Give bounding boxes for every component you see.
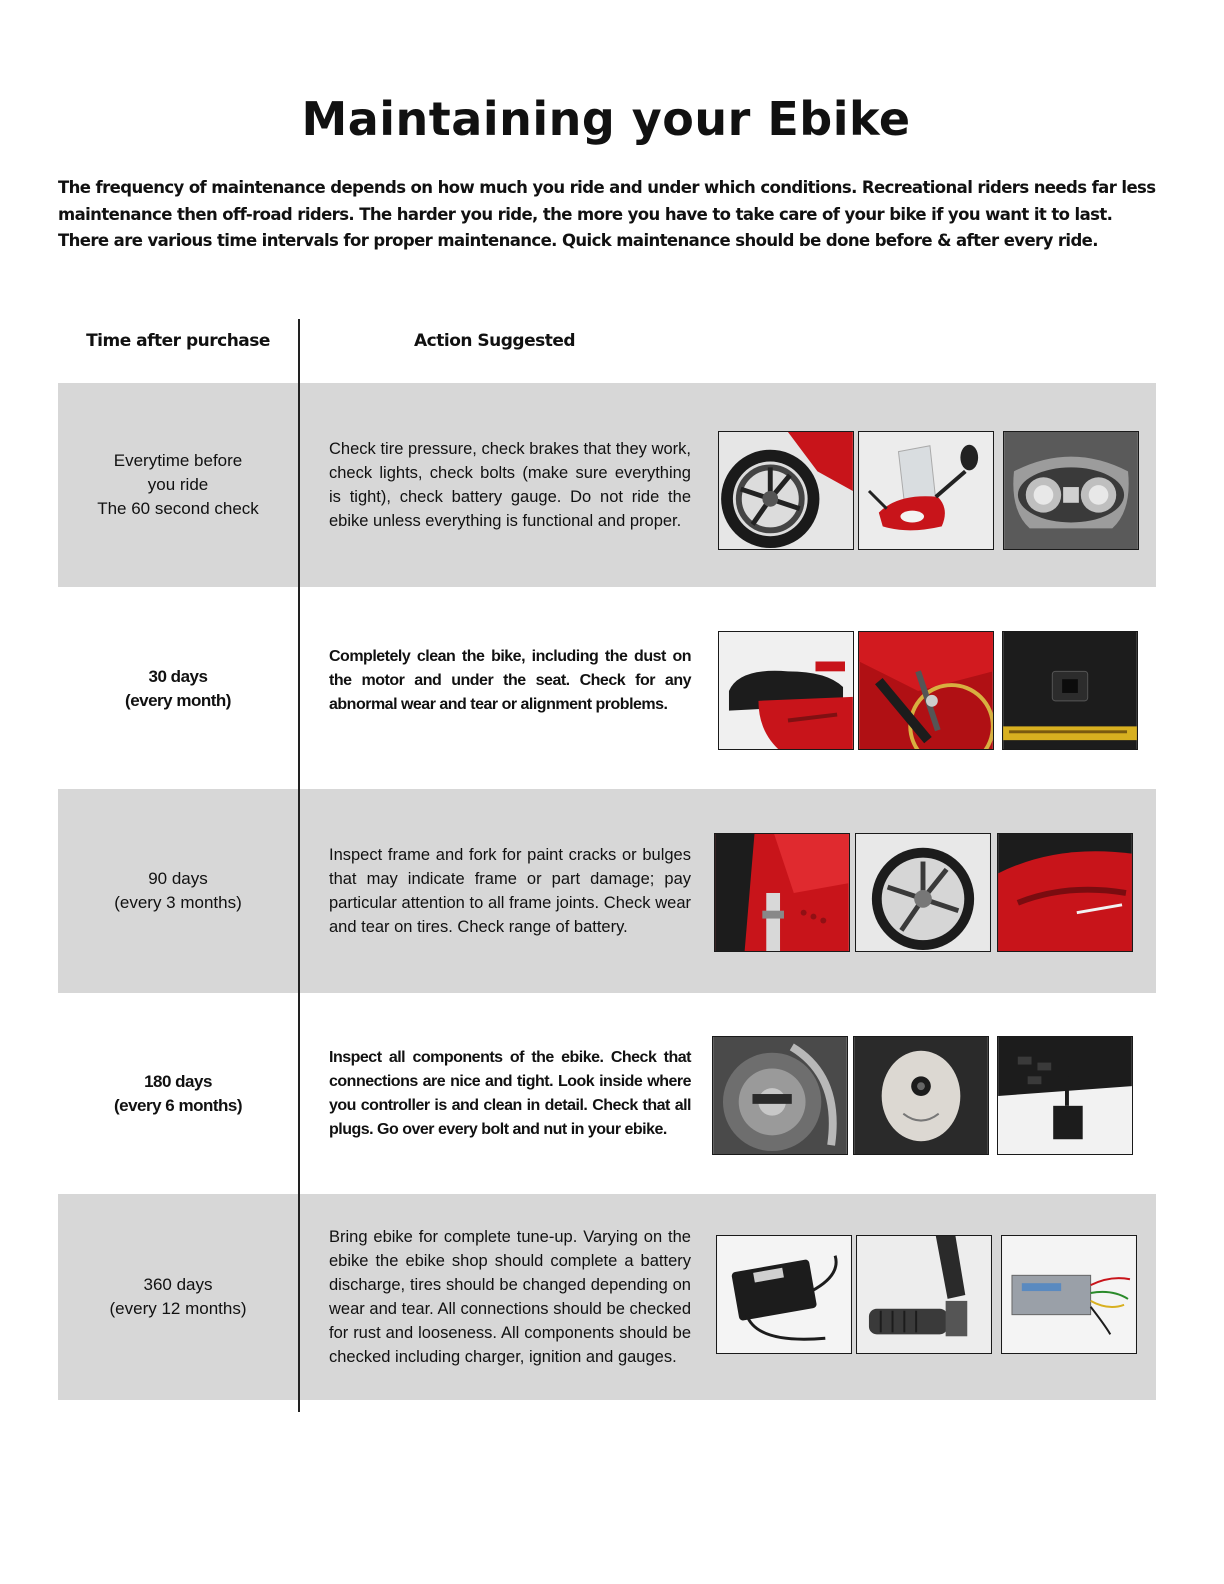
row-2-action [329, 589, 691, 789]
time-line: (every 3 months) [114, 893, 242, 912]
photo-rear-suspension [858, 631, 994, 750]
time-line: 180 days [144, 1071, 212, 1091]
time-line: 90 days [148, 869, 208, 888]
row-5-time [58, 1194, 298, 1400]
time-line: (every 6 months) [113, 1095, 243, 1115]
row-2-time [58, 589, 298, 789]
page-title: Maintaining your Ebike [301, 92, 911, 146]
photo-handlebar-headlight [858, 431, 994, 550]
time-line: Everytime before [113, 451, 243, 470]
photo-rear-wheel [855, 833, 991, 952]
action-text: Check tire pressure, check brakes that they work, check lights, check bolts (make sure everything is tight), check battery gauge. Do not ride the ebike unless everything is functional and proper. [329, 440, 691, 530]
photo-front-fork [714, 833, 850, 952]
time-line: The 60 second check [97, 499, 259, 518]
action-text: Inspect frame and fork for paint cracks or bulges that may indicate frame or part damage; pay particular attention to all frame joints. Check wear and tear on tires. Check range of battery. [329, 846, 691, 936]
action-text: Inspect all components of the ebike. Check that connections are nice and tight. Look inside where you controller is and clean in detail. Check that all plugs. Go over every bolt and nut in your ebike. [329, 1048, 691, 1138]
photo-charger [716, 1235, 852, 1354]
row-1-time [58, 383, 298, 587]
row-3-action [329, 789, 691, 993]
photo-controller-unit [1001, 1235, 1137, 1354]
intro-paragraph: The frequency of maintenance depends on how much you ride and under which conditions. Recreational riders needs far less maintenance then off-road riders. The harder you ride, the more you have to take care of your bike if you want it to last. There are various time intervals for proper maintenance. Quick maintenance should be done before & after every ride. [58, 178, 1156, 250]
time-line: (every month) [125, 691, 231, 710]
time-line: (every 12 months) [109, 1299, 247, 1318]
column-divider [298, 319, 300, 1412]
action-text: Bring ebike for complete tune-up. Varying on the ebike the ebike shop should complete a battery discharge, tires should be changed depending on wear and tear. All connections should be checked for rust and looseness. All components should be checked including charger, ignition and gauges. [329, 1228, 691, 1366]
photo-front-wheel [718, 431, 854, 550]
photo-ignition [853, 1036, 989, 1155]
header-time-after-purchase: Time after purchase [86, 331, 270, 351]
row-4-time [58, 993, 298, 1194]
action-text: Completely clean the bike, including the dust on the motor and under the seat. Check for any abnormal wear and tear or alignment problems. [329, 648, 691, 713]
photo-throttle-grip [856, 1235, 992, 1354]
row-3-time [58, 789, 298, 993]
time-line: you ride [147, 475, 209, 494]
photo-dashboard-gauges [1003, 431, 1139, 550]
row-4-action [329, 993, 691, 1194]
photo-controller-connectors [997, 1036, 1133, 1155]
header-action-suggested: Action Suggested [414, 331, 576, 351]
row-5-action [329, 1194, 691, 1400]
photo-side-frame-panel [997, 833, 1133, 952]
row-1-action [329, 383, 691, 587]
photo-battery-compartment [1002, 631, 1138, 750]
time-line: 360 days [143, 1275, 213, 1294]
photo-seat [718, 631, 854, 750]
time-line: 30 days [148, 667, 208, 686]
photo-brake-hub [712, 1036, 848, 1155]
